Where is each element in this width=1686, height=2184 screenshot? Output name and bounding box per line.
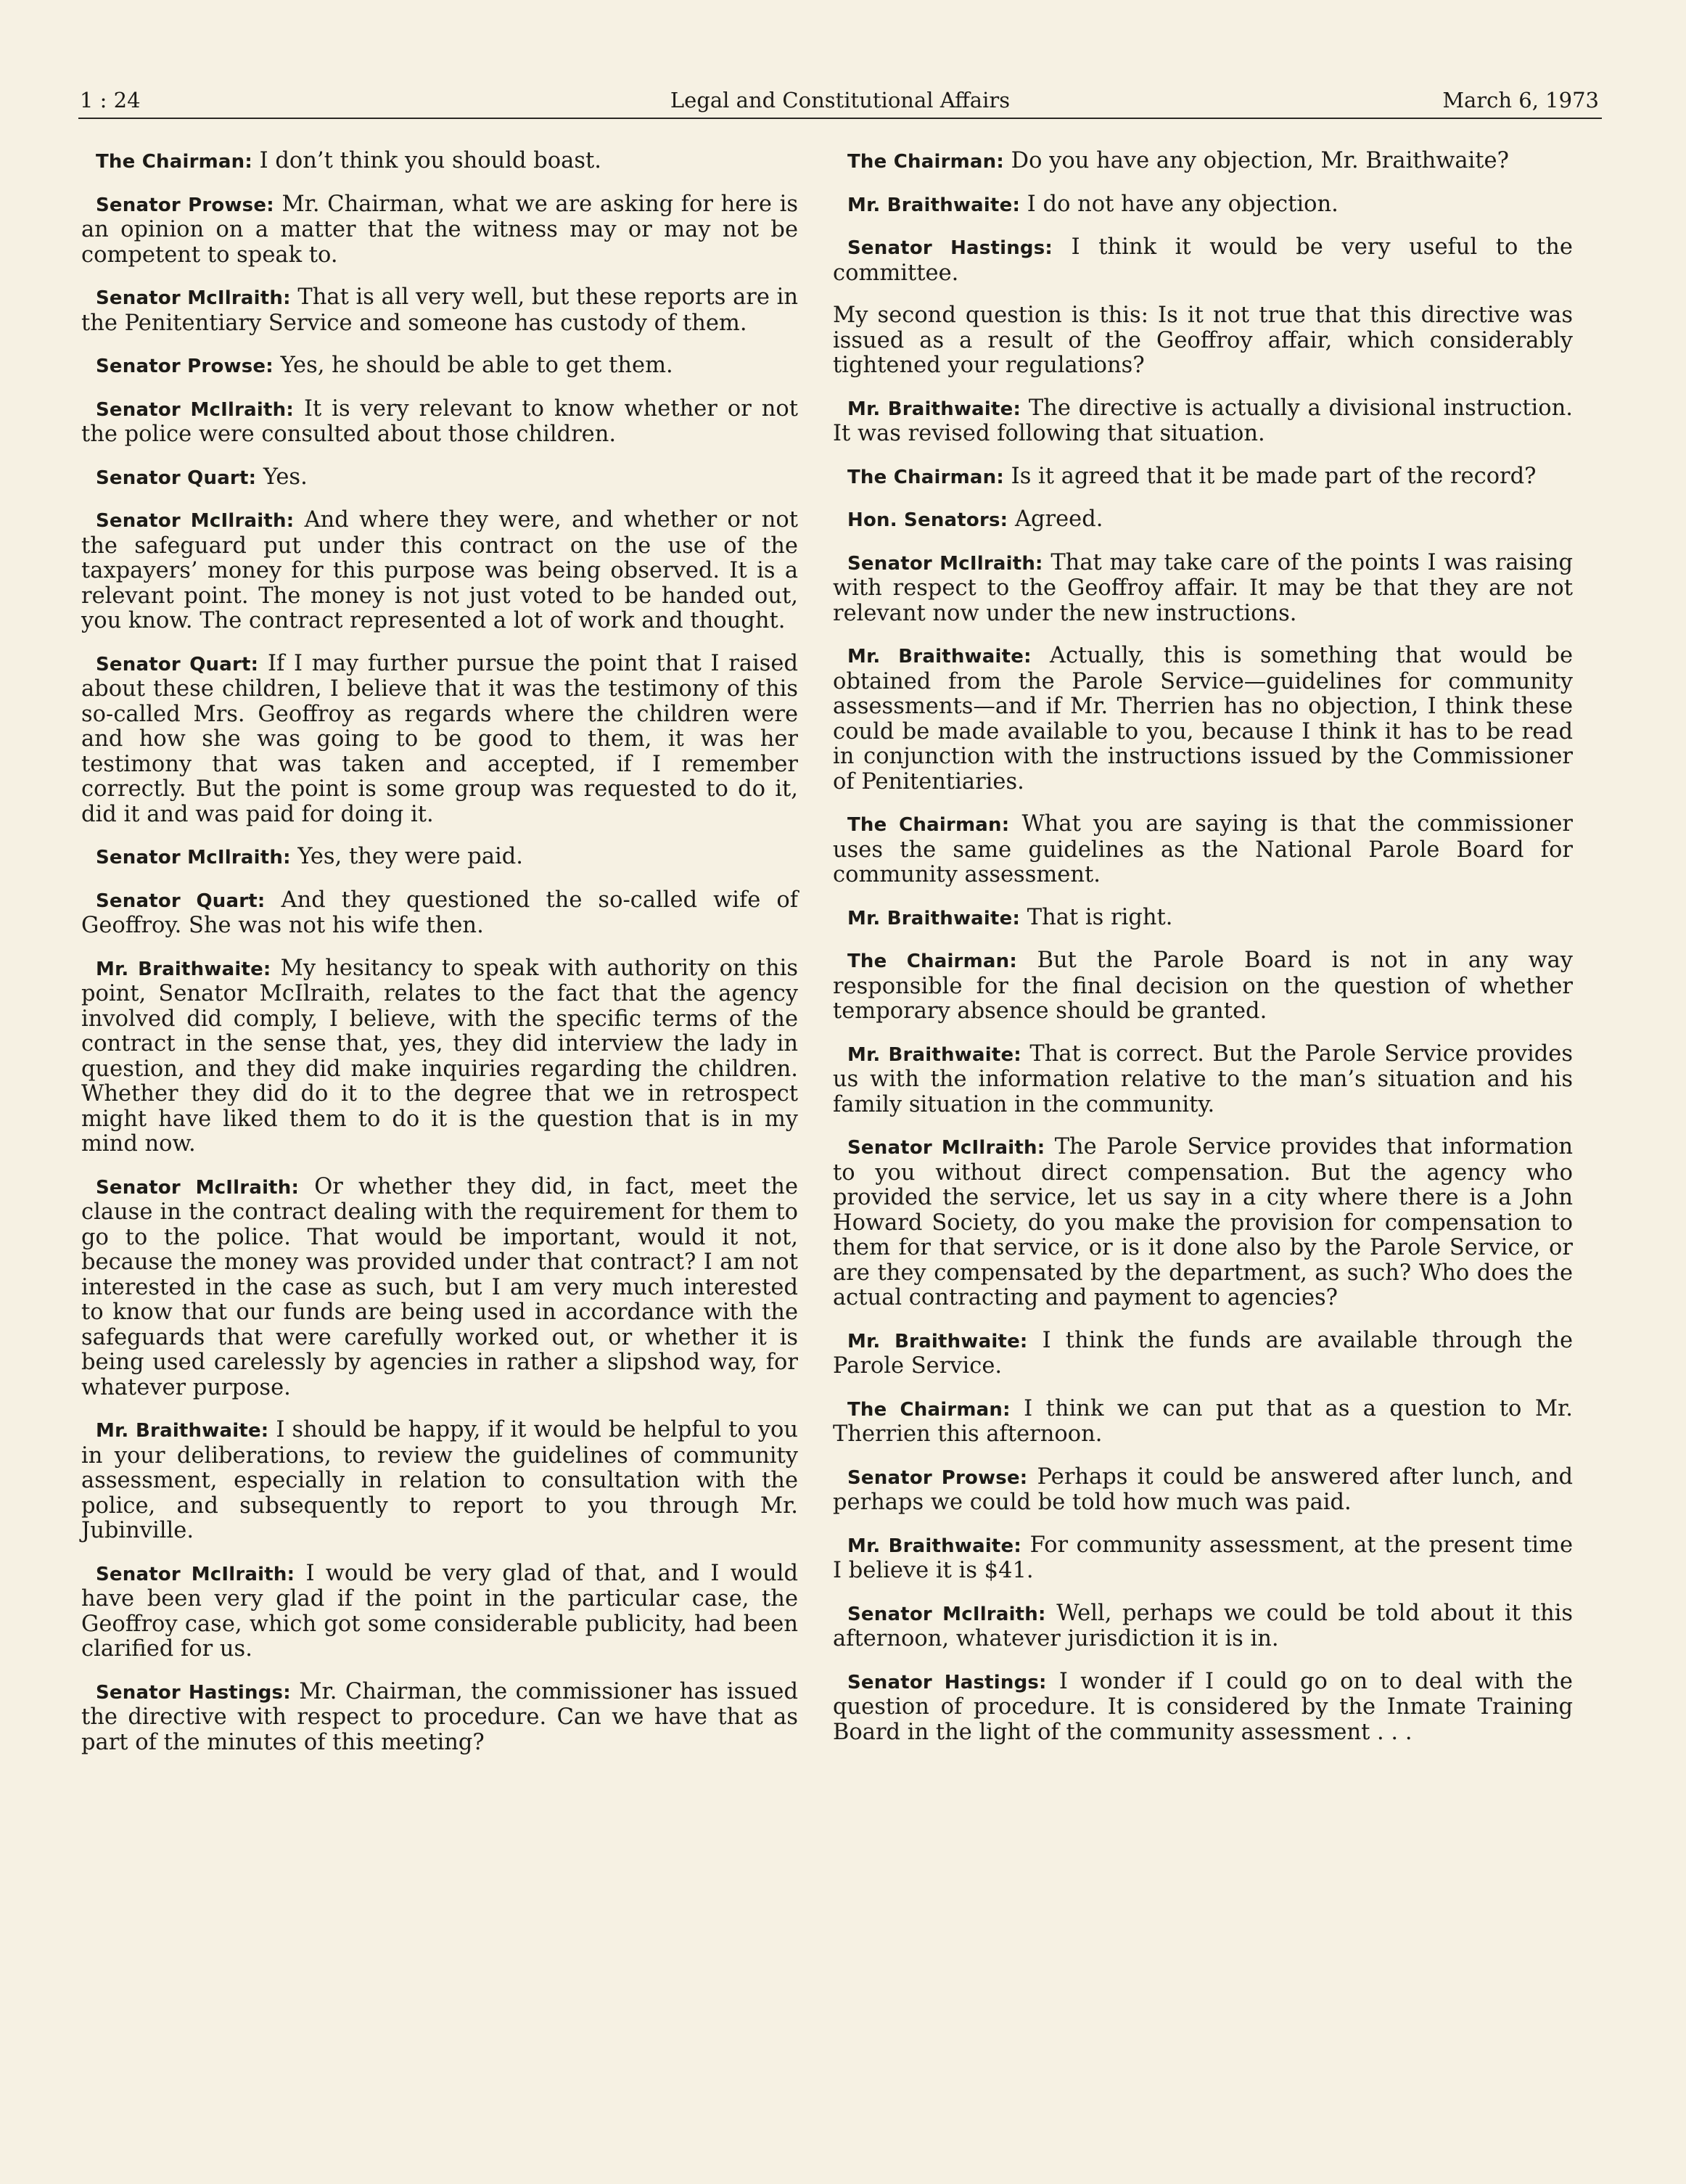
speaker-name: Mr. Braithwaite: bbox=[847, 1330, 1028, 1352]
transcript-paragraph bbox=[81, 845, 798, 871]
speech-text: Or whether they did, in fact, meet the clause in the contract dealing with the requirement for them to go to the police. That would be important, would it not, because the money was provided under that contract? I am not interested in the case as such, but I am very much interested to know that our funds are being used in accordance with the safeguards that were carefully worked out, or whether it is being used carelessly by agencies in rather a slipshod way, for whatever purpose. bbox=[81, 1173, 799, 1400]
speaker-name: The Chairman: bbox=[847, 1398, 1011, 1421]
speech-text: If I may further pursue the point that I raised about these children, I believe that it was the testimony of this so-called Mrs. Geoffroy as regards where the children were and how she was going to be good to them, it was her testimony that was taken and accepted, if I remember correctly. But the point is some group was requested to do it, did it and was paid for doing it. bbox=[81, 650, 799, 827]
speech-text: I wonder if I could go on to deal with the question of procedure. It is considered by the Inmate Training Board in the light of the community assessment . . . bbox=[833, 1668, 1573, 1745]
transcript-paragraph bbox=[833, 192, 1573, 218]
speaker-name: Senator McIlraith: bbox=[847, 1603, 1046, 1625]
speaker-name: Senator McIlraith: bbox=[96, 1176, 300, 1199]
transcript-paragraph bbox=[81, 888, 798, 939]
speech-text: I don’t think you should boast. bbox=[259, 148, 601, 173]
transcript-paragraph bbox=[833, 1533, 1573, 1584]
transcript-paragraph bbox=[81, 1418, 798, 1544]
speech-text: Do you have any objection, Mr. Braithwaite? bbox=[1011, 148, 1509, 173]
speech-text: The directive is actually a divisional instruction. It was revised following that situation. bbox=[833, 395, 1574, 446]
page-number: 1 : 24 bbox=[80, 88, 141, 112]
speaker-name: Senator McIlraith: bbox=[847, 552, 1043, 575]
transcript-paragraph bbox=[81, 285, 798, 336]
speaker-name: Senator Hastings: bbox=[96, 1681, 291, 1704]
transcript-paragraph bbox=[833, 1397, 1573, 1448]
speech-text: Well, perhaps we could be told about it this afternoon, whatever jurisdiction it is in. bbox=[833, 1600, 1573, 1651]
speech-text: Perhaps it could be answered after lunch, and perhaps we could be told how much was paid. bbox=[833, 1463, 1573, 1515]
speaker-name: Senator Prowse: bbox=[96, 194, 274, 216]
transcript-paragraph bbox=[833, 1042, 1573, 1118]
transcript-paragraph bbox=[833, 812, 1573, 888]
transcript-paragraph bbox=[833, 149, 1573, 175]
transcript-paragraph bbox=[833, 507, 1573, 533]
speaker-name: Senator Quart: bbox=[96, 890, 266, 912]
speech-text: Yes, he should be able to get them. bbox=[280, 353, 673, 378]
speaker-name: Senator Hastings: bbox=[847, 1671, 1047, 1694]
speaker-name: Senator McIlraith: bbox=[96, 287, 291, 309]
speech-text: That is correct. But the Parole Service provides us with the information relative to the man’s situation and his family situation in the community. bbox=[833, 1040, 1573, 1117]
speech-text: Yes, they were paid. bbox=[297, 844, 523, 869]
transcript-paragraph bbox=[833, 1601, 1573, 1652]
speaker-name: The Chairman: bbox=[847, 151, 1004, 173]
speaker-name: The Chairman: bbox=[847, 466, 1004, 488]
transcript-paragraph bbox=[81, 956, 798, 1157]
speech-text: What you are saying is that the commissioner uses the same guidelines as the National Parole Board for community assessment. bbox=[833, 811, 1573, 887]
speaker-name: Mr. Braithwaite: bbox=[847, 907, 1021, 929]
transcript-paragraph bbox=[81, 652, 798, 828]
transcript-paragraph bbox=[81, 1175, 798, 1401]
speaker-name: Senator McIlraith: bbox=[96, 510, 295, 532]
speech-text: That is all very well, but these reports are in the Penitentiary Service and someone has custody of them. bbox=[81, 284, 799, 336]
speaker-name: Senator Prowse: bbox=[96, 356, 274, 377]
transcript-paragraph bbox=[833, 644, 1573, 795]
speech-text: I think it would be very useful to the committee. bbox=[833, 234, 1573, 286]
speaker-name: Hon. Senators: bbox=[847, 509, 1008, 531]
speech-text: And where they were, and whether or not the safeguard put under this contract on the use of the taxpayers’ money for this purpose was being observed. It is a relevant point. The money is not just voted to be handed out, you know. The contract represented a lot of work and thought. bbox=[81, 507, 798, 633]
speaker-name: Senator McIlraith: bbox=[96, 1563, 295, 1585]
speaker-name: Senator McIlraith: bbox=[847, 1137, 1045, 1159]
transcript-paragraph bbox=[81, 508, 798, 634]
speaker-name: Mr. Braithwaite: bbox=[847, 1043, 1021, 1066]
speaker-name: Senator Prowse: bbox=[847, 1466, 1028, 1489]
transcript-paragraph bbox=[81, 397, 798, 448]
speech-text: I think the funds are available through the Parole Service. bbox=[833, 1327, 1574, 1379]
speaker-name: Senator Quart: bbox=[96, 467, 257, 489]
transcript-paragraph bbox=[81, 149, 798, 175]
transcript-paragraph bbox=[81, 1680, 798, 1756]
transcript-paragraph bbox=[833, 1465, 1573, 1516]
speech-text: Mr. Chairman, the commissioner has issued the directive with respect to procedure. Can we have that as part of the minutes of this meeting? bbox=[81, 1678, 798, 1755]
transcript-paragraph bbox=[833, 396, 1573, 447]
speaker-name: The Chairman: bbox=[847, 951, 1017, 972]
transcript-paragraph bbox=[833, 948, 1573, 1025]
speech-text: And they questioned the so-called wife of Geoffroy. She was not his wife then. bbox=[81, 887, 798, 938]
speaker-name: The Chairman: bbox=[847, 814, 1010, 836]
transcript-paragraph bbox=[81, 465, 798, 491]
speaker-name: Mr. Braithwaite: bbox=[847, 194, 1021, 216]
page-date: March 6, 1973 bbox=[1442, 88, 1599, 112]
transcript-paragraph bbox=[81, 353, 798, 379]
speaker-name: Senator Hastings: bbox=[847, 237, 1053, 259]
speaker-name: Senator McIlraith: bbox=[96, 398, 294, 421]
page-header bbox=[78, 86, 1602, 119]
speech-text: Yes. bbox=[263, 464, 308, 490]
speaker-name: Mr. Braithwaite: bbox=[96, 958, 271, 980]
speech-text: I would be very glad of that, and I would have been very glad if the point in the particular case, the Geoffroy case, which got some considerable publicity, had been clarified for us. bbox=[81, 1560, 799, 1662]
transcript-paragraph bbox=[833, 551, 1573, 627]
transcript-paragraph bbox=[81, 192, 798, 268]
speaker-name: The Chairman: bbox=[96, 151, 252, 173]
transcript-paragraph bbox=[833, 235, 1573, 286]
speech-text: My hesitancy to speak with authority on this point, Senator McIlraith, relates to the fact that the agency involved did comply, I believe, with the specific terms of the contract in the sense that, yes, they did interview the lady in question, and they did make inquiries regarding the children. Whether they did do it to the degree that we in retrospect might have liked them to do it is the question that is in my mind now. bbox=[81, 955, 799, 1157]
speaker-name: Mr. Braithwaite: bbox=[847, 1535, 1021, 1557]
speech-text: That is right. bbox=[1027, 904, 1173, 930]
speech-text: My second question is this: Is it not true that this directive was issued as a result of the Geoffroy affair, which considerably tightened your regulations? bbox=[833, 303, 1573, 378]
right-column bbox=[833, 149, 1573, 1762]
speaker-name: Mr. Braithwaite: bbox=[847, 398, 1021, 420]
transcript-paragraph bbox=[81, 1561, 798, 1662]
running-title: Legal and Constitutional Affairs bbox=[670, 88, 1011, 112]
speech-text: I do not have any objection. bbox=[1027, 191, 1338, 217]
speaker-name: Mr. Braithwaite: bbox=[96, 1420, 269, 1442]
transcript-paragraph bbox=[833, 1329, 1573, 1379]
speaker-name: Mr. Braithwaite: bbox=[847, 646, 1032, 668]
transcript-paragraph bbox=[833, 1135, 1573, 1311]
speech-text: But the Parole Board is not in any way responsible for the final decision on the question of whether temporary absence should be granted. bbox=[833, 948, 1573, 1024]
speech-text: The Parole Service provides that information to you without direct compensation. But the agency who provided the service, let us say in a city where there is a John Howard Society, do you make the provision for compensation to them for that service, or is it done also by the Parole Service, or are they compensated by the department, as such? Who does the actual contracting and payment to agencies? bbox=[833, 1134, 1573, 1310]
transcript-paragraph bbox=[833, 464, 1573, 490]
speaker-name: Senator McIlraith: bbox=[96, 847, 291, 869]
speech-text: I think we can put that as a question to Mr. Therrien this afternoon. bbox=[833, 1395, 1573, 1447]
transcript-paragraph bbox=[833, 906, 1573, 932]
transcript-paragraph bbox=[833, 303, 1573, 379]
transcript-paragraph bbox=[833, 1670, 1573, 1746]
speech-text: Is it agreed that it be made part of the record? bbox=[1011, 463, 1537, 489]
speech-text: Actually, this is something that would be obtained from the Parole Service—guidelines for community assessments—and if Mr. Therrien has no objection, I think these could be made available to you, because I think it has to be read in conjunction with the instructions issued by the Commissioner of Penitentiaries. bbox=[833, 643, 1573, 795]
speech-text: I should be happy, if it would be helpful to you in your deliberations, to review the guidelines of community assessment, especially in relation to consultation with the police, and subsequently to report to you through Mr. Jubinville. bbox=[81, 1417, 798, 1543]
speech-text: Agreed. bbox=[1014, 506, 1103, 532]
speech-text: It is very relevant to know whether or not the police were consulted about those children. bbox=[81, 395, 799, 447]
left-column bbox=[81, 149, 798, 1773]
speech-text: For community assessment, at the present time I believe it is $41. bbox=[833, 1532, 1573, 1583]
speech-text: Mr. Chairman, what we are asking for here is an opinion on a matter that the witness may or may not be competent to speak to. bbox=[81, 191, 798, 268]
speech-text: That may take care of the points I was raising with respect to the Geoffroy affair. It may be that they are not relevant now under the new instructions. bbox=[833, 549, 1573, 626]
speaker-name: Senator Quart: bbox=[96, 653, 259, 676]
